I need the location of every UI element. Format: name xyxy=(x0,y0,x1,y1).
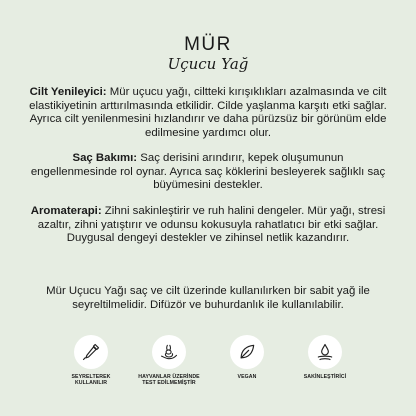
badge-vegan xyxy=(215,335,279,386)
badge-dilute xyxy=(59,335,123,386)
section-text: Saç derisini arındırır, kepek oluşumunun engellenmesinde rol oynar. Ayrıca saç köklerini besleyerek sağlıklı saç büyümesini destekler. xyxy=(30,152,386,192)
section-text: Mür uçucu yağı, ciltteki kırışıklıkları azalmasında ve cilt elastikiyetinin arttırılmasında etkilidir. Cilde yaşlanma karşıtı etki sağlar. Ayrıca cilt yenilenmesini hızlandırır ve daha pürüzsüz bir görünüm elde edilmesine yardımcı olur. xyxy=(29,86,387,139)
section-label: Saç Bakımı: xyxy=(72,152,138,164)
usage-note: Mür Uçucu Yağı saç ve cilt üzerinde kullanılırken bir sabit yağ ile seyreltilmelidir. Difüzör ve buhurdanlık ile kullanılabilir. xyxy=(46,285,370,311)
badge-label: SEYRELTEREK KULLANILIR xyxy=(71,374,111,387)
water-drop-icon xyxy=(315,342,335,362)
product-subtitle: Uçucu Yağ xyxy=(167,55,249,73)
section-label: Aromaterapi: xyxy=(30,205,102,217)
badge-label: VEGAN xyxy=(237,374,257,380)
section-hair xyxy=(28,152,388,193)
section-aromatherapy xyxy=(28,205,388,246)
badge-row xyxy=(0,335,416,386)
rabbit-hand-icon xyxy=(159,342,179,362)
section-text: Zihni sakinleştirir ve ruh halini dengeler. Mür yağı, stresi azaltır, zihni yatıştırır ve odunsu kokusuyla rahatlatıcı bir etki sağlar. Duygusal dengeyi destekler ve zihinsel netlik kazandırır. xyxy=(37,205,386,245)
brand-title: MÜR xyxy=(184,34,232,55)
section-skin xyxy=(28,86,388,140)
badge-label: HAYVANLAR ÜZERİNDE TEST EDİLMEMİŞTİR xyxy=(138,374,200,387)
section-label: Cilt Yenileyici: xyxy=(29,86,107,98)
leaf-icon xyxy=(237,342,257,362)
badge-cruelty-free xyxy=(137,335,201,386)
dropper-icon xyxy=(81,342,101,362)
badge-calming xyxy=(293,335,357,386)
badge-label: SAKİNLEŞTİRİCİ xyxy=(303,374,347,380)
